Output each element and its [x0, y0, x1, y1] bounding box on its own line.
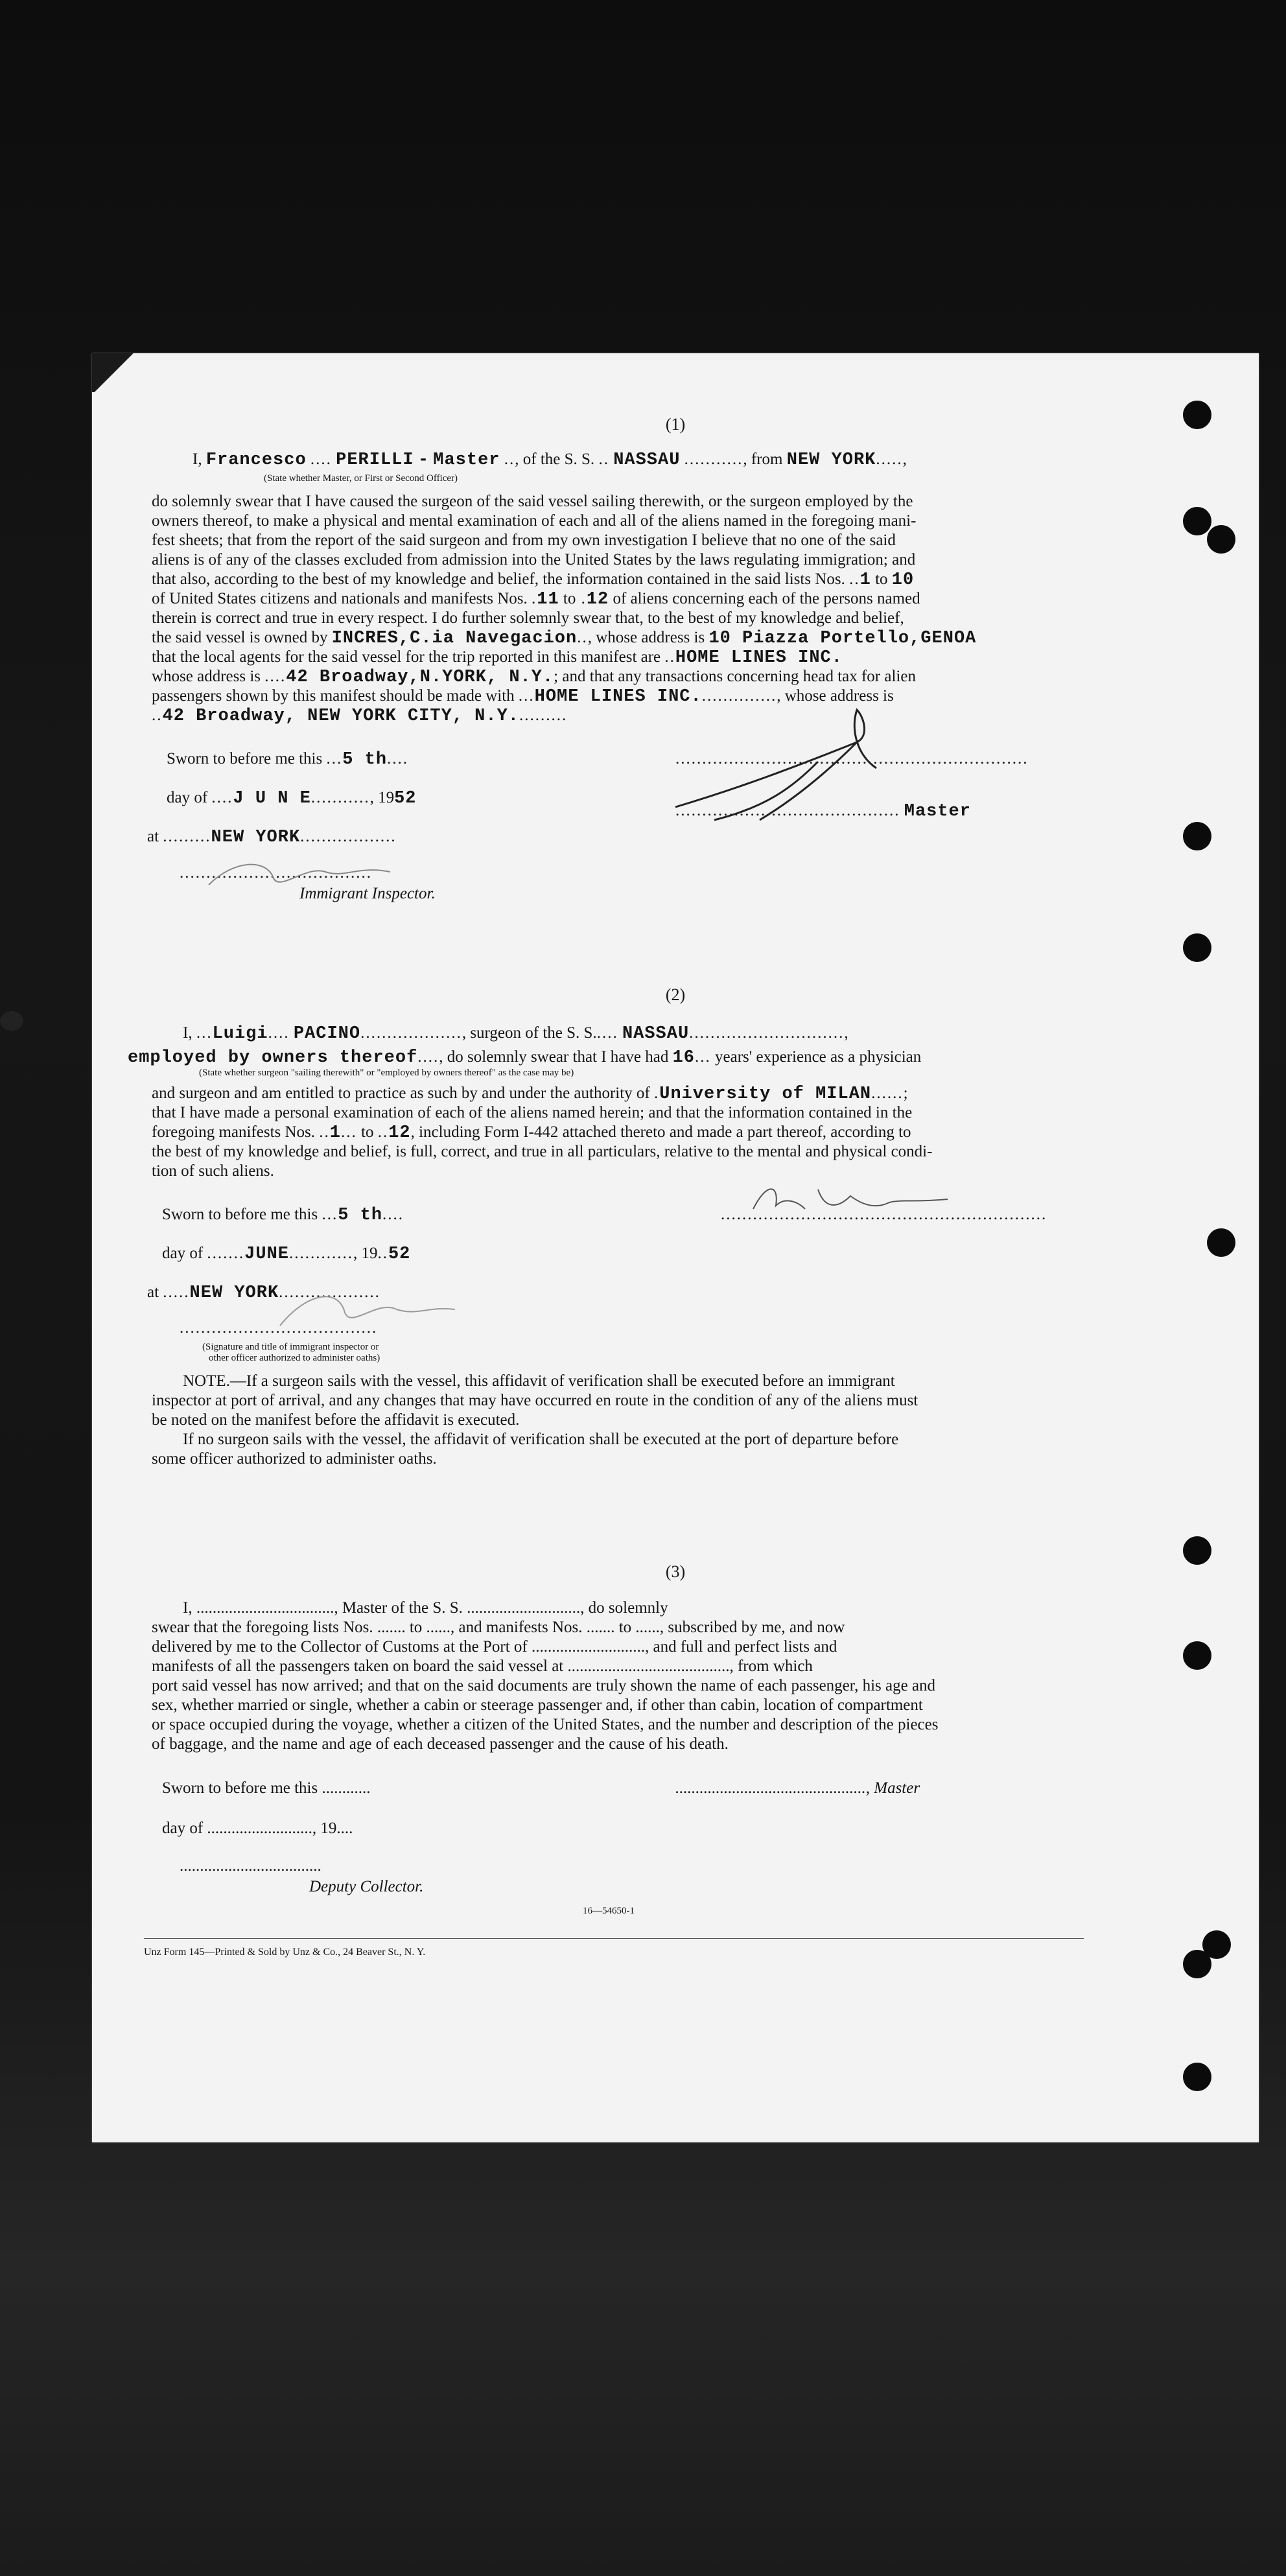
section-2-place: at .....NEW YORK...................	[147, 1283, 380, 1303]
surgeon-ship: NASSAU	[622, 1024, 690, 1044]
section-3-number: (3)	[665, 1562, 686, 1581]
punch-hole	[1183, 822, 1211, 850]
manifests-from: 11	[537, 590, 559, 609]
master-signature	[662, 690, 935, 839]
document-page: (1) I, Francesco .... PERILLI - Master .., of the S. S. .. NASSAU ..........., from NEW YORK....., (State whether Master, or First or Second Officer) do solemnly swear that I have caused the surgeon of the said vessel sailing therewith, or the surgeon employed by the owners thereof, to make a physical and mental examination of each and all of the aliens named in the foregoing mani- fest sheets; that from the report of the said surgeon and from my own investigation I believe that no one of the said aliens is of any of the classes excluded from admission into the United States by the laws regulating immigration; and that also, according to the best of my knowledge and belief, the information contained in the said lists Nos. ..1 to 10 of United States citizens and nationals and manifests Nos. .11 to .12 of aliens concerning each of the persons named therein is correct and true in every respect. I do further solemnly swear that, to the best of my knowledge and belief, the said vessel is owned by INCRES,C.ia Navegacion.., whose address is 10 Piazza Portello,GENOA that the local agents for the said vessel for the trip reported in this manifest are ..HOME LINES INC. whose address is ....42 Broadway,N.YORK, N.Y.; and that any transactions concerning head tax for alien passengers shown by this manifest should be made with ...HOME LINES INC..............., whose address is ..42 Broadway, NEW YORK CITY, N.Y.......... Sworn to before me this ...5 th.... .................................................................. day of ....J U N E..........., 1952 .......................................... Master at .........NEW YORK.................. .................................... Immigrant Inspector. (2) I, ...Luigi.... PACINO..................., surgeon of the S. S..... NASSAU............................., employed by owners thereof...., do solemnly swear that I have had 16... years' experience as a physician (State whether surgeon "sailing therewith" or "employed by owners thereof" as the case may be) and surgeon and am entitled to practice as such by and under the authority of .University of MILAN......; that I have made a personal examination of each of the aliens named herein; and that the information contained in the foregoing manifests Nos. ..1... to ..12, including Form I-442 attached thereto and made a part thereof, according to the best of my knowledge and belief, is full, correct, and true in all particulars, relative to the mental and physical condi- tion of such aliens. Sworn to before me this ...5 th.... ............................................................. day of .......JUNE............, 19..52 at .....NEW YORK................... ..................................... (Signature and title of immigrant inspector or other officer authorized to administer oaths) NOTE.—If a surgeon sails with the vessel, this affidavit of verification shall be executed before an immigrant inspector at port of arrival, and any changes that may have occurred en route in the condition of any of the aliens must be noted on the manifest before the affidavit is executed. If no surgeon sails with the vessel, the affidavit of verification shall be executed at the port of departure before some officer authorized to administer oaths. (3) I, .................................., Master of the S. S. ............................, do solemnly swear that the foregoing lists Nos. ....... to ......, and manifests Nos. ....... to ......, subscribed by me, and now delivered by me to the Collector of Customs at the Port of ............................, and full and perfect lists and manifests of all the passengers taken on board the said vessel at ........................................, from which port said vessel has now arrived; and that on the said documents are truly shown the name of each passenger, his age and sex, whether married or single, whether a cabin or steerage passenger and, if other than cabin, location of compartment or space occupied during the voyage, whether a citizen of the United States, and the number and description of the pieces of baggage, and the name and age of each deceased passenger and the cause of his death. Sworn to before me this ............ ..............................................., Master day of .........................., 19.... ................................... Deputy Collector. 16—54650-1 Unz Form 145—Printed & Sold by Unz & Co., 24 Beaver St., N. Y.	[92, 353, 1259, 2142]
punch-hole	[1207, 1228, 1235, 1257]
punch-hole	[1183, 507, 1211, 535]
section-1-name-line: I, Francesco .... PERILLI - Master .., of the S. S. .. NASSAU ..........., from NEW YORK.....,	[193, 451, 908, 470]
section-2-sworn: Sworn to before me this ...5 th....	[162, 1206, 404, 1225]
collector-caption: Deputy Collector.	[309, 1878, 424, 1895]
master-role: Master	[433, 451, 500, 470]
section-1-date: day of ....J U N E..........., 1952	[167, 789, 417, 808]
vessel-owner: INCRES,C.ia Navegacion	[331, 629, 578, 648]
footer-rule	[144, 1938, 1084, 1939]
punch-hole	[1183, 1536, 1211, 1565]
note-line-4: If no surgeon sails with the vessel, the affidavit of verification shall be executed at the port of departure before	[183, 1431, 899, 1448]
master-surname: PERILLI	[336, 451, 414, 470]
surgeon-surname: PACINO	[293, 1024, 361, 1044]
headtax-agent: HOME LINES INC.	[534, 687, 702, 707]
master-first-name: Francesco	[205, 451, 307, 470]
local-agents: HOME LINES INC.	[675, 648, 843, 668]
surgeon-employment: employed by owners thereof	[128, 1048, 418, 1068]
university: University of MILAN	[659, 1084, 872, 1104]
page-fold	[92, 353, 144, 392]
employment-caption: (State whether surgeon "sailing therewith" or "employed by owners thereof" as the case may be)	[199, 1068, 574, 1078]
manifests-to: 12	[586, 590, 609, 609]
punch-hole	[1183, 2063, 1211, 2091]
headtax-address: 42 Broadway, NEW YORK CITY, N.Y.	[162, 707, 519, 726]
ship-name: NASSAU	[613, 451, 681, 470]
form-code: 16—54650-1	[583, 1906, 635, 1916]
role-caption: (State whether Master, or First or Second Officer)	[264, 473, 458, 484]
inspector-signature	[196, 846, 416, 904]
signer-role: Master	[904, 802, 971, 821]
officer-caption-1: (Signature and title of immigrant inspector or	[202, 1342, 379, 1352]
section-3-date: day of .........................., 19....	[162, 1820, 353, 1837]
section-3-sworn: Sworn to before me this ............	[162, 1779, 371, 1797]
note-line-1: NOTE.—If a surgeon sails with the vessel, this affidavit of verification shall be executed before an immigrant	[183, 1372, 895, 1390]
note-line-3: be noted on the manifest before the affidavit is executed.	[152, 1411, 520, 1429]
punch-hole	[1183, 1641, 1211, 1670]
section-1-place: at .........NEW YORK..................	[147, 828, 397, 847]
lists-to: 10	[891, 570, 915, 590]
film-mark	[0, 1011, 23, 1031]
printer-footer: Unz Form 145—Printed & Sold by Unz & Co., 24 Beaver St., N. Y.	[144, 1947, 426, 1958]
punch-hole	[1183, 401, 1211, 429]
punch-hole	[1183, 1950, 1211, 1978]
lists-from: 1	[859, 570, 871, 590]
note-line-2: inspector at port of arrival, and any changes that may have occurred en route in the condition of any of the aliens must	[152, 1392, 918, 1409]
surgeon-first-name: Luigi	[212, 1024, 268, 1044]
officer-caption-2: other officer authorized to administer oaths)	[209, 1353, 380, 1363]
section-2-name-line: I, ...Luigi.... PACINO..................., surgeon of the S. S..... NASSAU.............................,	[183, 1024, 850, 1044]
surgeon-signature	[747, 1177, 961, 1222]
section-3-master: ..............................................., Master	[675, 1779, 920, 1797]
section-2-number: (2)	[665, 985, 686, 1004]
section-2-date: day of .......JUNE............, 19..52	[162, 1245, 411, 1264]
section-1-number: (1)	[665, 415, 686, 434]
owner-address: 10 Piazza Portello,GENOA	[708, 629, 977, 648]
punch-hole	[1207, 525, 1235, 554]
from-port: NEW YORK	[786, 451, 876, 470]
inspector-caption: Immigrant Inspector.	[299, 885, 436, 902]
punch-hole	[1183, 933, 1211, 962]
years-experience: 16	[672, 1048, 696, 1068]
section-1-sworn: Sworn to before me this ...5 th....	[167, 750, 409, 769]
note-line-5: some officer authorized to administer oaths.	[152, 1450, 437, 1468]
agents-address: 42 Broadway,N.YORK, N.Y.	[286, 668, 554, 687]
